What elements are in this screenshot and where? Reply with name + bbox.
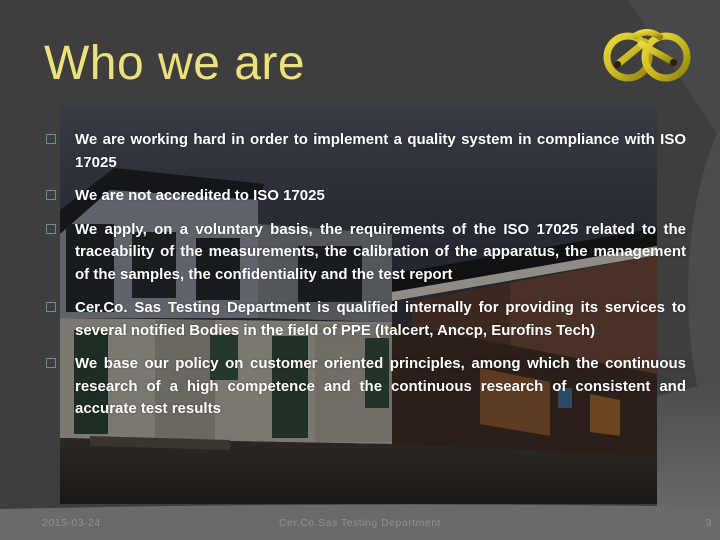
bullet-item [46,185,686,208]
bullet-list [46,129,686,432]
bullet-text: We are not accredited to ISO 17025 [75,187,325,204]
footer-department: Cer.Co.Sas Testing Department [279,517,441,529]
bullet-item [46,219,686,287]
square-bullet-icon [46,224,56,234]
bullet-text: Cer.Co. Sas Testing Department is qualified internally for providing its services to several notified Bodies in the field of PPE (Italcert, Anccp, Eurofins Tech) [75,299,686,339]
bullet-item [46,297,686,342]
bullet-item [46,129,686,174]
slide-title: Who we are [44,37,306,90]
square-bullet-icon [46,358,56,368]
square-bullet-icon [46,302,56,312]
bullet-item [46,353,686,421]
square-bullet-icon [46,190,56,200]
footer [0,506,720,540]
bullet-text: We base our policy on customer oriented principles, among which the continuous research of a high competence and the continuous research of consistent and accurate test results [75,355,686,417]
footer-date: 2015-03-24 [42,517,101,529]
footer-page-number: 3 [705,517,712,529]
bullet-text: We are working hard in order to implement a quality system in compliance with ISO 17025 [75,131,686,171]
square-bullet-icon [46,134,56,144]
rope-knot-logo-icon [603,24,693,86]
bullet-text: We apply, on a voluntary basis, the requirements of the ISO 17025 related to the traceability of the measurements, the calibration of the apparatus, the management of the samples, the confidentiality and the test report [75,220,686,283]
